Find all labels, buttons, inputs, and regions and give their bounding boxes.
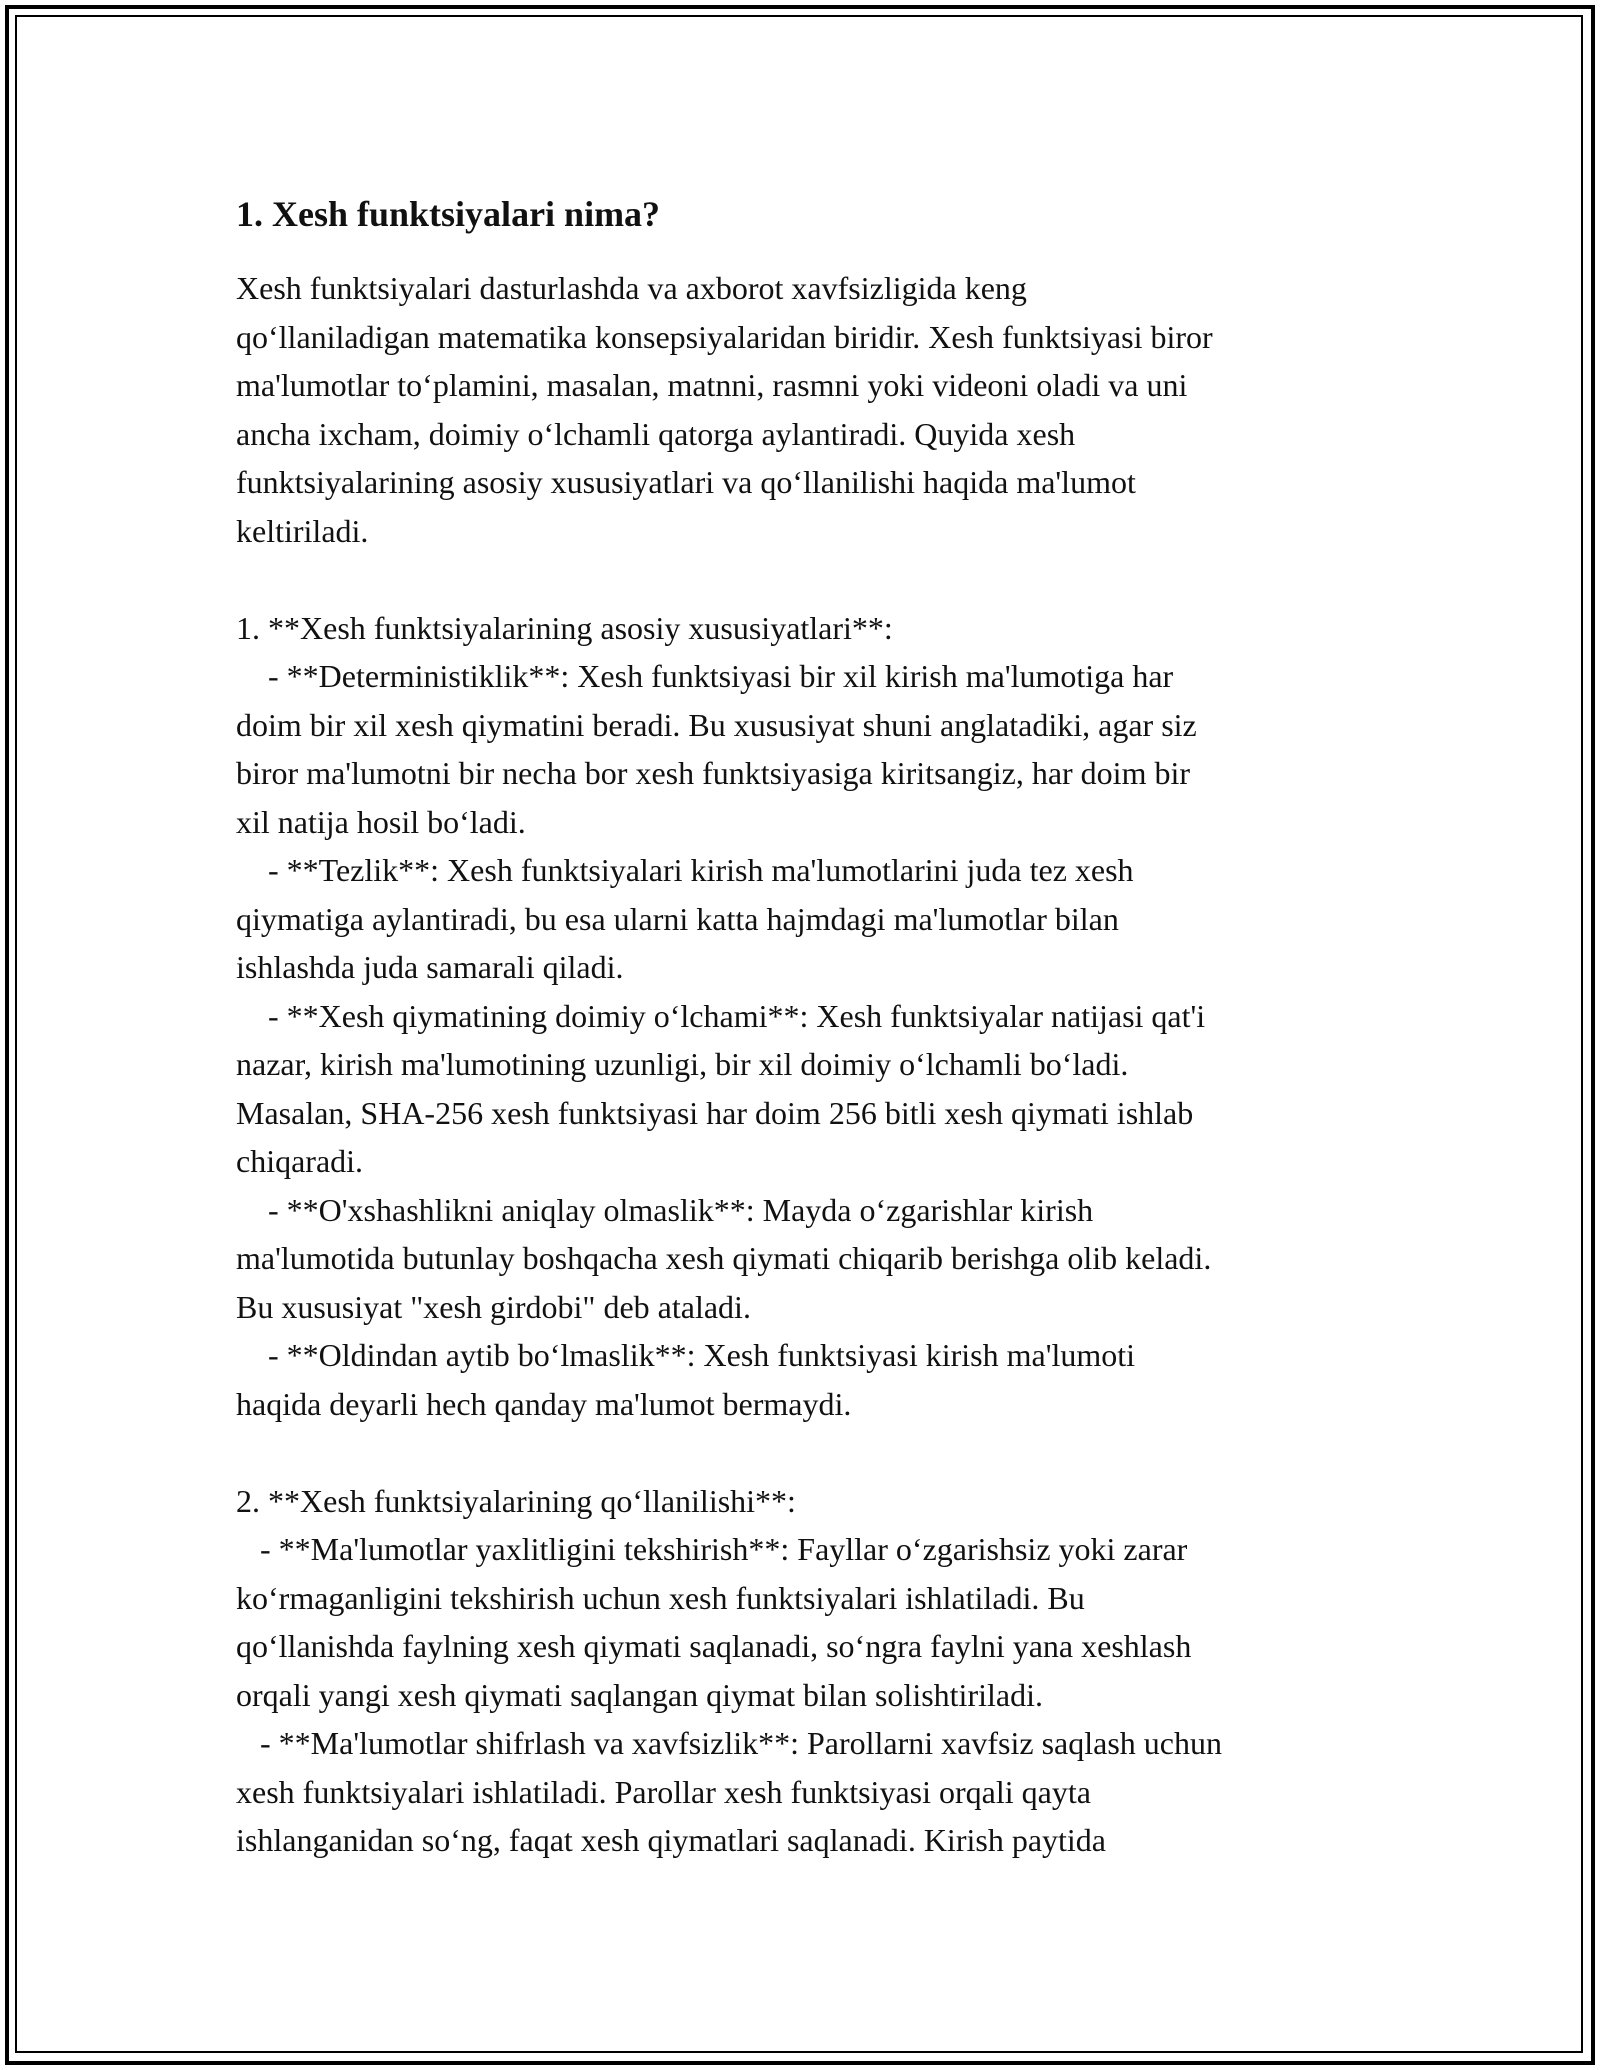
document-title: 1. Xesh funktsiyalari nima? [236,194,661,234]
document-body: Xesh funktsiyalari dasturlashda va axborot xavfsizligida keng qo‘llaniladigan matematika konsepsiyalaridan biridir. Xesh funktsiyasi biror ma'lumotlar to‘plamini, masalan, matnni, rasmni yoki videoni oladi va uni ancha ixcham, doimiy o‘lchamli qatorga aylantiradi. Quyida xesh funktsiyalarining asosiy xususiyatlari va qo‘llanilishi haqida ma'lumot keltiriladi. 1. **Xesh funktsiyalarining asosiy xususiyatlari**: - **Deterministiklik**: Xesh funktsiyasi bir xil kirish ma'lumotiga har doim bir xil xesh qiymatini beradi. Bu xususiyat shuni anglatadiki, agar siz biror ma'lumotni bir necha bor xesh funktsiyasiga kiritsangiz, har doim bir xil natija hosil bo‘ladi. - **Tezlik**: Xesh funktsiyalari kirish ma'lumotlarini juda tez xesh qiymatiga aylantiradi, bu esa ularni katta hajmdagi ma'lumotlar bilan ishlashda juda samarali qiladi. - **Xesh qiymatining doimiy o‘lchami**: Xesh funktsiyalar natijasi qat'i nazar, kirish ma'lumotining uzunligi, bir xil doimiy o‘lchamli bo‘ladi. Masalan, SHA-256 xesh funktsiyasi har doim 256 bitli xesh qiymati ishlab chiqaradi. - **O'xshashlikni aniqlay olmaslik**: Mayda o‘zgarishlar kirish ma'lumotida butunlay boshqacha xesh qiymati chiqarib berishga olib keladi. Bu xususiyat "xesh girdobi" deb ataladi. - **Oldindan aytib bo‘lmaslik**: Xesh funktsiyasi kirish ma'lumoti haqida deyarli hech qanday ma'lumot bermaydi. 2. **Xesh funktsiyalarining qo‘llanilishi**: - **Ma'lumotlar yaxlitligini tekshirish**: Fayllar o‘zgarishsiz yoki zarar ko‘rmaganligini tekshirish uchun xesh funktsiyalari ishlatiladi. Bu qo‘llanishda faylning xesh qiymati saqlanadi, so‘ngra faylni yana xeshlash orqali yangi xesh qiymati saqlangan qiymat bilan solishtiriladi. - **Ma'lumotlar shifrlash va xavfsizlik**: Parollarni xavfsiz saqlash uchun xesh funktsiyalari ishlatiladi. Parollar xesh funktsiyasi orqali qayta ishlanganidan so‘ng, faqat xesh qiymatlari saqlanadi. Kirish paytida [236,270,1222,1858]
document-content [236,188,1386,1865]
